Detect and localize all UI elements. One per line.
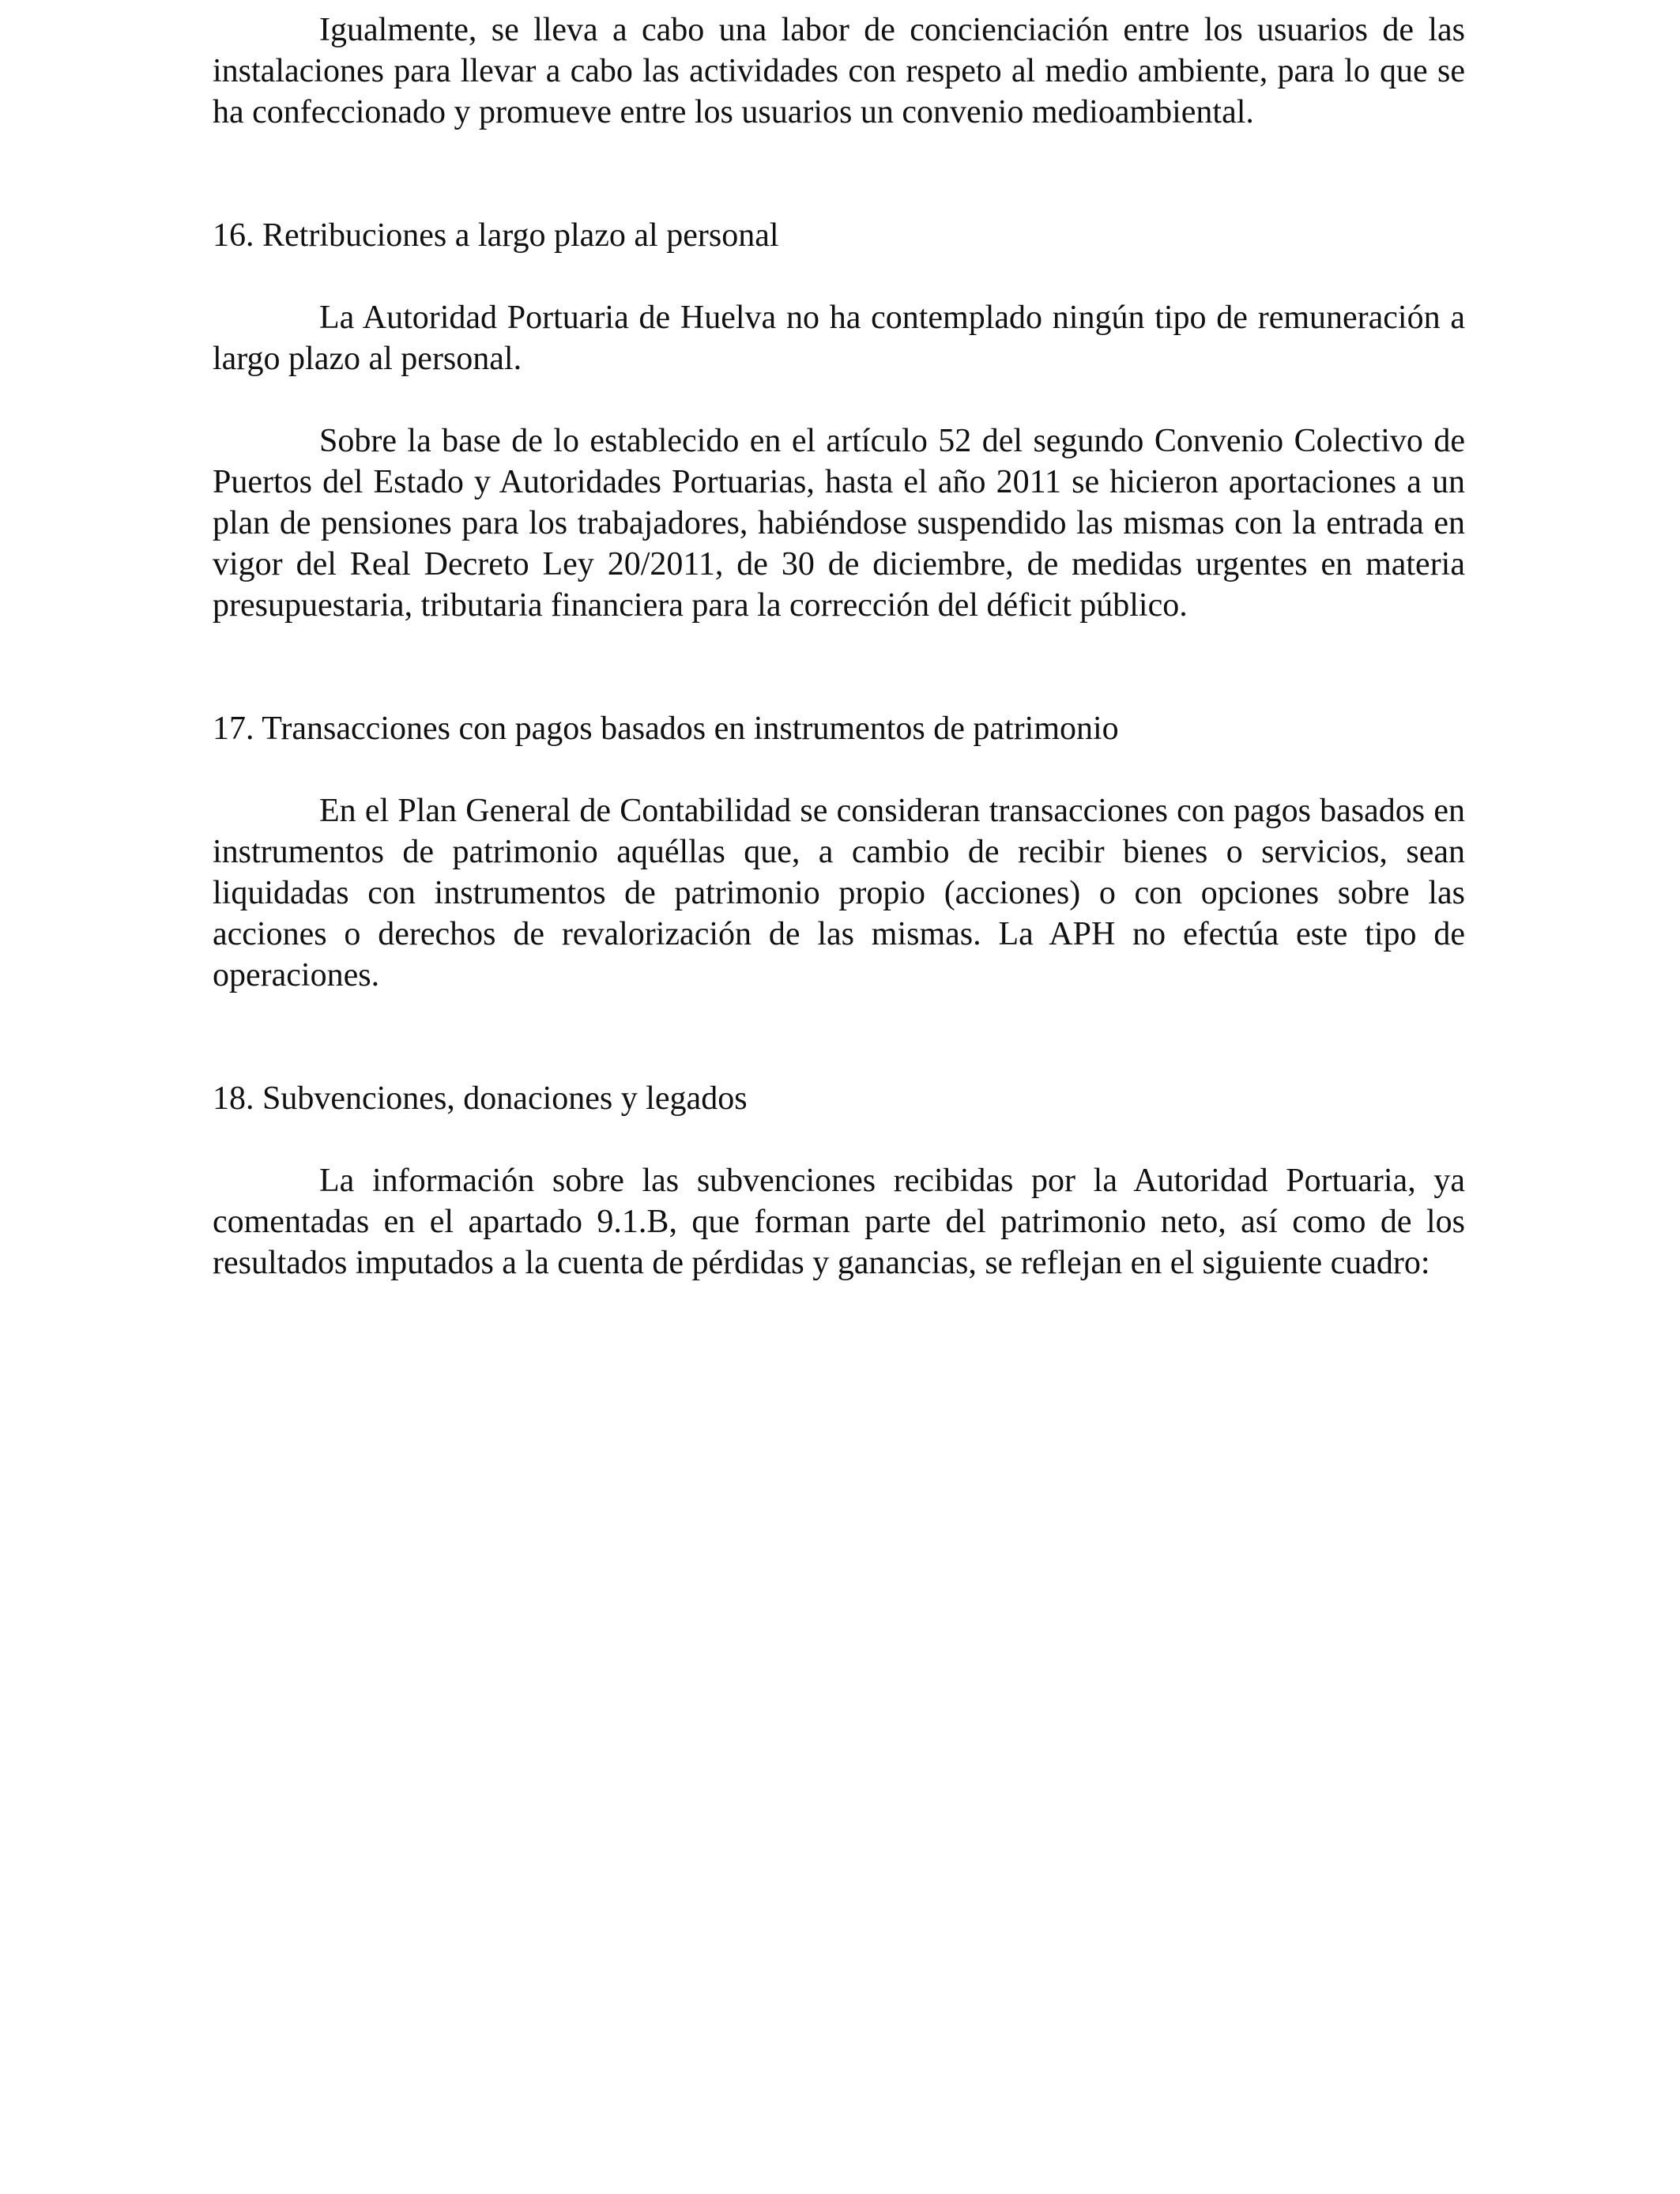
paragraph-spacer xyxy=(213,379,1465,420)
section-18-paragraph-1: La información sobre las subvenciones recibidas por la Autoridad Portuaria, ya comentadas en el apartado 9.1.B, que forman parte del patrimonio neto, así como de los resultados imputados a la cuenta de pérdidas y ganancias, se reflejan en el siguiente cuadro: xyxy=(213,1163,1465,1281)
section-16-paragraph-1: La Autoridad Portuaria de Huelva no ha contemplado ningún tipo de remuneración a largo plazo al personal. xyxy=(213,300,1465,377)
section-spacer xyxy=(213,626,1465,708)
section-spacer xyxy=(213,133,1465,215)
section-17-heading: 17. Transacciones con pagos basados en instrumentos de patrimonio xyxy=(213,711,1119,747)
intro-paragraph: Igualmente, se lleva a cabo una labor de concienciación entre los usuarios de las instalaciones para llevar a cabo las actividades con respeto al medio ambiente, para lo que se ha confeccionado y promueve entre los usuarios un convenio medioambiental. xyxy=(213,12,1465,130)
paragraph-spacer xyxy=(213,256,1465,297)
paragraph-spacer xyxy=(213,749,1465,790)
paragraph-spacer xyxy=(213,1119,1465,1160)
section-spacer xyxy=(213,996,1465,1078)
section-18-heading: 18. Subvenciones, donaciones y legados xyxy=(213,1080,748,1117)
section-16-heading: 16. Retribuciones a largo plazo al personal xyxy=(213,217,779,254)
section-17-paragraph-1: En el Plan General de Contabilidad se consideran transacciones con pagos basados en instrumentos de patrimonio aquéllas que, a cambio de recibir bienes o servicios, sean liquidadas con instrumentos de patrimonio propio (acciones) o con opciones sobre las acciones o derechos de revalorización de las mismas. La APH no efectúa este tipo de operaciones. xyxy=(213,793,1465,993)
document-body xyxy=(213,9,1465,1284)
section-16-paragraph-2: Sobre la base de lo establecido en el artículo 52 del segundo Convenio Colectivo de Puertos del Estado y Autoridades Portuarias, hasta el año 2011 se hicieron aportaciones a un plan de pensiones para los trabajadores, habiéndose suspendido las mismas con la entrada en vigor del Real Decreto Ley 20/2011, de 30 de diciembre, de medidas urgentes en materia presupuestaria, tributaria financiera para la corrección del déficit público. xyxy=(213,423,1465,624)
